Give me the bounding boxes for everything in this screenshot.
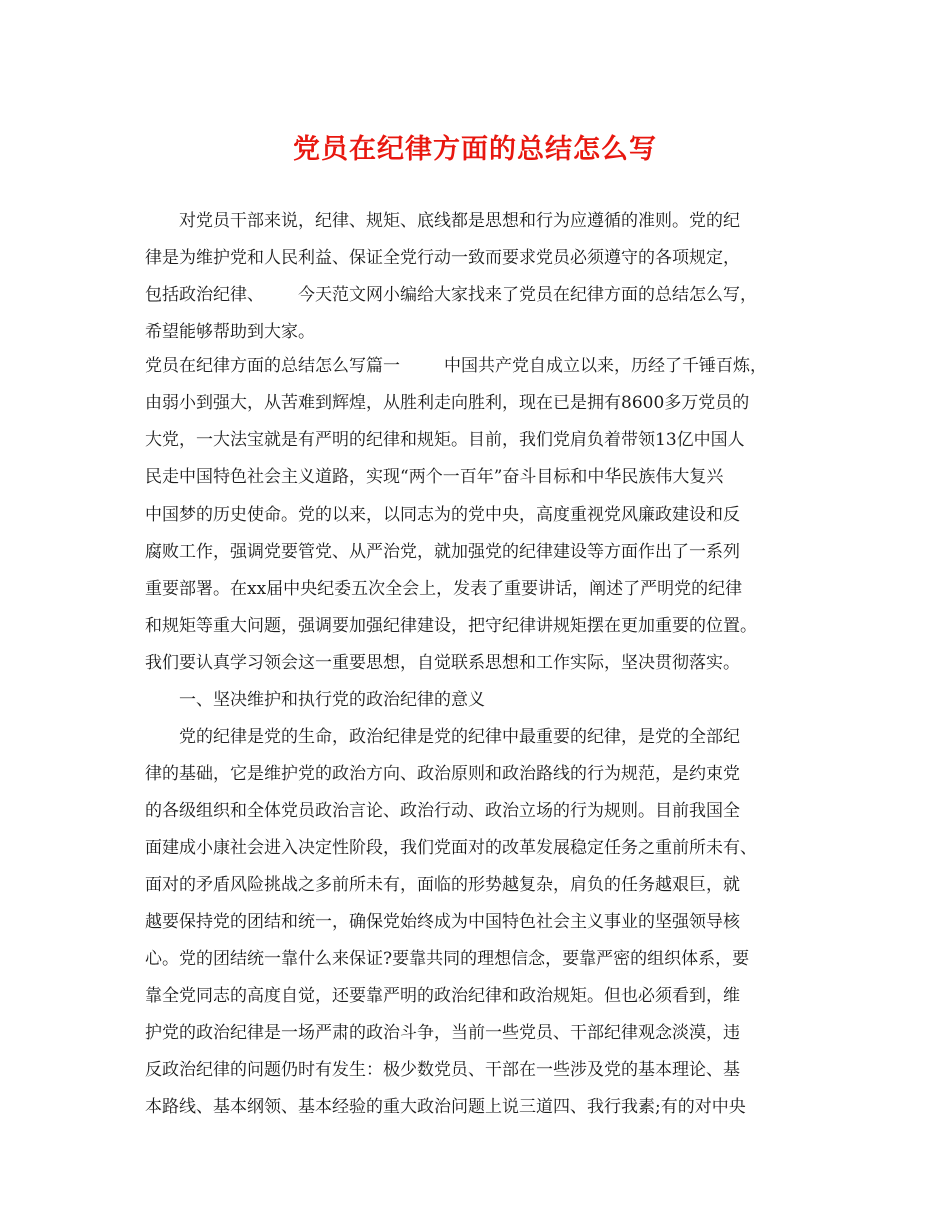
body-line: 对党员干部来说，纪律、规矩、底线都是思想和行为应遵循的准则。党的纪 — [179, 211, 740, 231]
body-line: 本路线、基本纲领、基本经验的重大政治问题上说三道四、我行我素;有的对中央 — [145, 1097, 746, 1117]
body-line: 我们要认真学习领会这一重要思想，自觉联系思想和工作实际，坚决贯彻落实。 — [145, 653, 740, 673]
body-line-pair — [145, 354, 767, 378]
body-line-part: 中国共产党自成立以来，历经了千锤百炼， — [444, 356, 767, 376]
body-line: 面对的矛盾风险挑战之多前所未有，面临的形势越复杂，肩负的任务越艰巨，就 — [145, 875, 740, 895]
body-line: 律是为维护党和人民利益、保证全党行动一致而要求党员必须遵守的各项规定， — [145, 248, 740, 268]
body-line: 心。党的团结统一靠什么来保证?要靠共同的理想信念，要靠严密的组织体系，要 — [145, 949, 750, 969]
body-line: 和规矩等重大问题，强调要加强纪律建设，把守纪律讲规矩摆在更加重要的位置。 — [145, 616, 757, 636]
body-line: 党的纪律是党的生命，政治纪律是党的纪律中最重要的纪律，是党的全部纪 — [179, 727, 740, 747]
body-line: 由弱小到强大，从苦难到辉煌，从胜利走向胜利，现在已是拥有8600多万党员的 — [145, 393, 750, 413]
body-line-pair — [145, 283, 757, 307]
body-line: 民走中国特色社会主义道路，实现“两个一百年”奋斗目标和中华民族伟大复兴 — [145, 467, 724, 487]
document-title: 党员在纪律方面的总结怎么写 — [293, 134, 657, 165]
subsection-heading: 一、坚决维护和执行党的政治纪律的意义 — [179, 690, 485, 710]
body-line: 护党的政治纪律是一场严肃的政治斗争，当前一些党员、干部纪律观念淡漠，违 — [145, 1023, 740, 1043]
body-line-part: 今天范文网小编给大家找来了党员在纪律方面的总结怎么写， — [298, 285, 757, 305]
body-line-part: 包括政治纪律、 — [145, 285, 264, 305]
section-heading: 党员在纪律方面的总结怎么写篇一 — [145, 356, 400, 376]
body-line: 反政治纪律的问题仍时有发生：极少数党员、干部在一些涉及党的基本理论、基 — [145, 1060, 740, 1080]
body-line: 中国梦的历史使命。党的以来，以同志为的党中央，高度重视党风廉政建设和反 — [145, 505, 740, 525]
body-line: 希望能够帮助到大家。 — [145, 322, 315, 342]
body-line: 越要保持党的团结和统一，确保党始终成为中国特色社会主义事业的坚强领导核 — [145, 912, 740, 932]
body-line: 的各级组织和全体党员政治言论、政治行动、政治立场的行为规则。目前我国全 — [145, 801, 740, 821]
body-line: 靠全党同志的高度自觉，还要靠严明的政治纪律和政治规矩。但也必须看到，维 — [145, 986, 740, 1006]
body-line: 重要部署。在xx届中央纪委五次全会上，发表了重要讲话，阐述了严明党的纪律 — [145, 579, 743, 599]
body-line: 大党，一大法宝就是有严明的纪律和规矩。目前，我们党肩负着带领13亿中国人 — [145, 430, 745, 450]
body-line: 腐败工作，强调党要管党、从严治党，就加强党的纪律建设等方面作出了一系列 — [145, 542, 740, 562]
body-line: 律的基础，它是维护党的政治方向、政治原则和政治路线的行为规范，是约束党 — [145, 764, 740, 784]
body-line: 面建成小康社会进入决定性阶段，我们党面对的改革发展稳定任务之重前所未有、 — [145, 838, 757, 858]
